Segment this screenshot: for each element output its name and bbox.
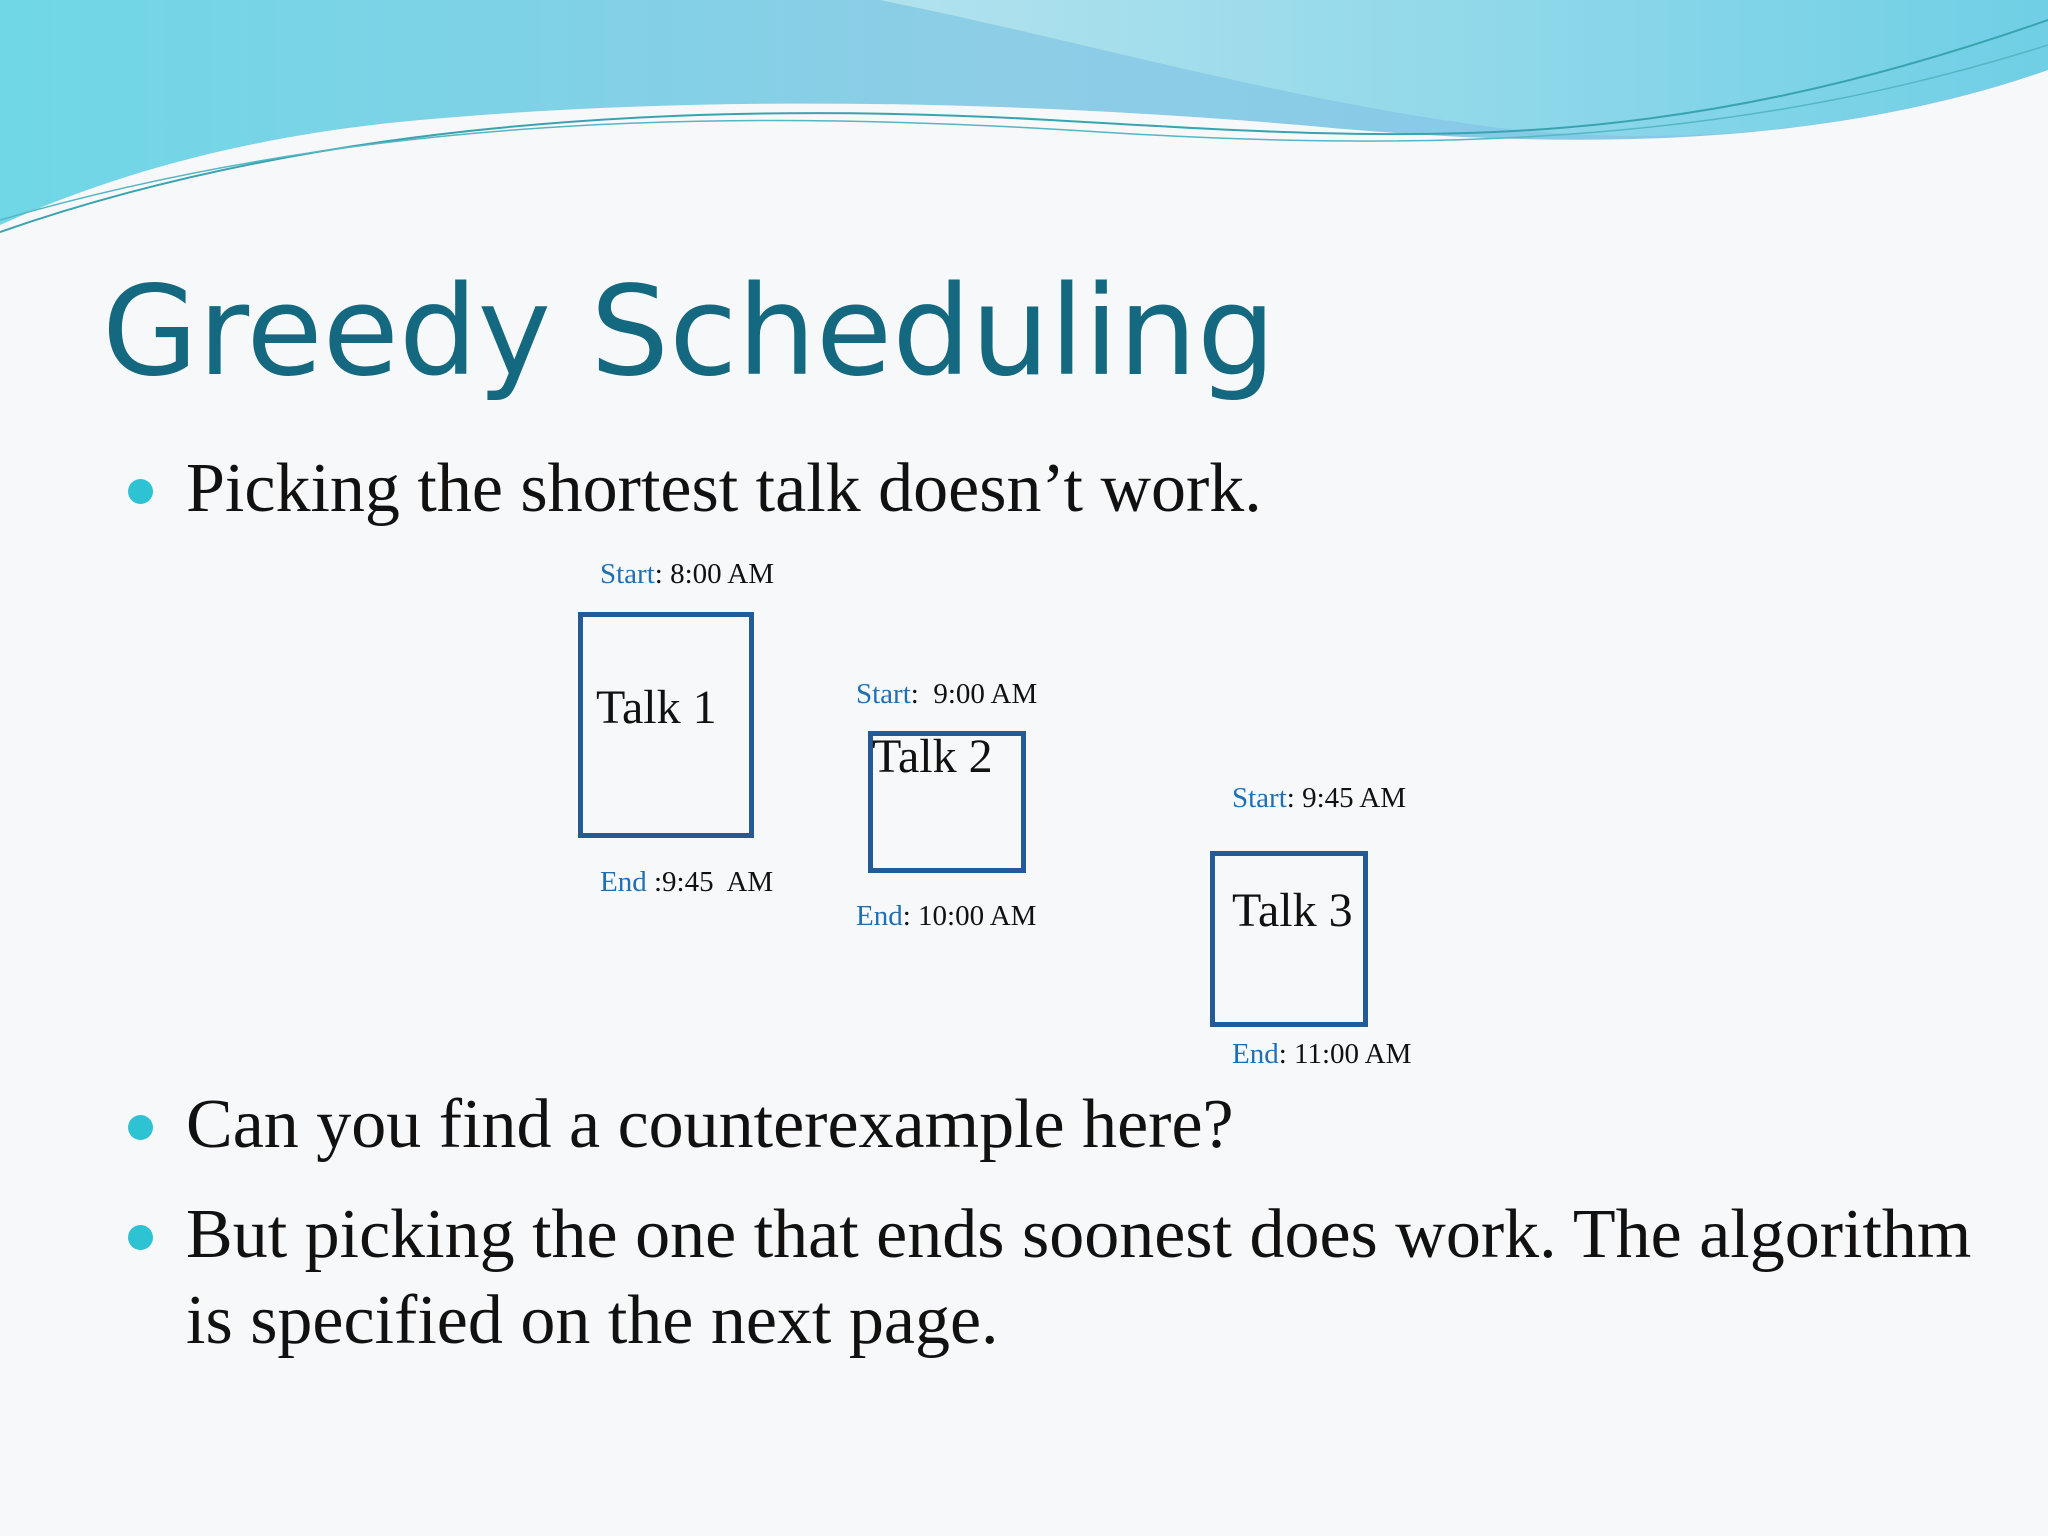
start-time: : 8:00 AM [654,558,775,590]
end-time: : 10:00 AM [902,900,1037,932]
start-key: Start [1232,782,1287,814]
talk3-name: Talk 3 [1232,884,1353,937]
start-time: : 9:00 AM [910,678,1038,710]
talk1-name: Talk 1 [596,681,717,734]
talk2-name: Talk 2 [872,730,993,783]
talk3-end-label [1232,1036,1411,1072]
end-time: : 11:00 AM [1278,1038,1412,1070]
bullet-text: But picking the one that ends soonest does work. The algorithm is specified on the next page. [186,1196,1972,1359]
talk3-start-label [1232,780,1406,816]
end-time: :9:45 AM [646,866,774,898]
bullet-item [186,1192,1986,1364]
end-key: End [600,866,647,898]
slide-title: Greedy Scheduling [102,260,1276,404]
bullet-dot-icon [128,479,153,504]
bullet-item [186,1082,1234,1168]
talk2-start-label [856,676,1037,712]
bullet-dot-icon [128,1225,153,1250]
end-key: End [1232,1038,1279,1070]
end-key: End [856,900,903,932]
talk2-end-label [856,898,1036,934]
header-wave-decoration [0,0,2048,240]
bullet-text: Can you find a counterexample here? [186,1086,1234,1163]
talk3-box [1210,851,1368,1027]
bullet-dot-icon [128,1115,153,1140]
start-key: Start [856,678,911,710]
talk1-start-label [600,556,774,592]
talk1-end-label [600,864,773,900]
bullet-item [186,446,1262,532]
start-key: Start [600,558,655,590]
bullet-text: Picking the shortest talk doesn’t work. [186,450,1262,527]
start-time: : 9:45 AM [1286,782,1407,814]
